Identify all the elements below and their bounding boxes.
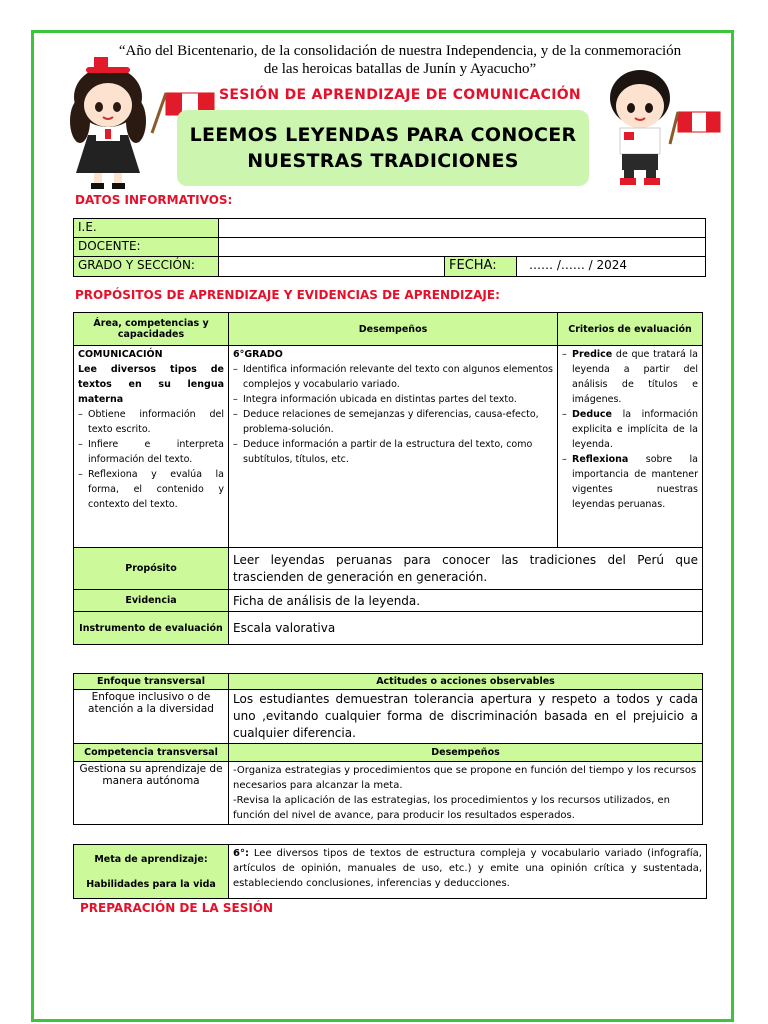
ie-label: I.E. bbox=[74, 219, 219, 238]
proposito-label: Propósito bbox=[74, 548, 229, 590]
preparacion-label: PREPARACIÓN DE LA SESIÓN bbox=[80, 901, 274, 915]
grado-label: GRADO Y SECCIÓN: bbox=[74, 257, 219, 277]
criterio-text: la información explicita e implícita de la leyenda. bbox=[572, 409, 698, 450]
instrumento-label: Instrumento de evaluación bbox=[74, 612, 229, 645]
proposito-value: Leer leyendas peruanas para conocer las tradiciones del Perú que trascienden de generación en generación. bbox=[229, 548, 703, 590]
meta-grado: 6°: bbox=[233, 848, 249, 859]
fecha-label: FECHA: bbox=[445, 257, 517, 277]
criterio-item bbox=[562, 452, 698, 512]
boy-with-flag-illustration bbox=[596, 62, 726, 187]
instrumento-value: Escala valorativa bbox=[229, 612, 703, 645]
criterio-item bbox=[562, 407, 698, 452]
propositos-table bbox=[73, 312, 703, 645]
capacidad-item: – Reflexiona y evalúa la forma, el contenido y contexto del texto. bbox=[78, 467, 224, 512]
year-motto bbox=[80, 42, 720, 78]
propositos-label: PROPÓSITOS DE APRENDIZAJE Y EVIDENCIAS DE APRENDIZAJE: bbox=[75, 288, 500, 302]
habilidades-label: Habilidades para la vida bbox=[86, 878, 216, 890]
capacidad-item: – Obtiene información del texto escrito. bbox=[78, 407, 224, 437]
docente-label: DOCENTE: bbox=[74, 238, 219, 257]
motto-line-2: de las heroicas batallas de Junín y Ayacucho” bbox=[263, 61, 537, 77]
criterio-bold: Predice bbox=[572, 349, 613, 360]
desempenos-transversal-header: Desempeños bbox=[229, 744, 703, 762]
meta-text: Lee diversos tipos de textos de estructura compleja y vocabulario variado (infografía, artículos de opinión, manuales de uso, etc.) y emite una opinión crítica y sustentada, estableciendo conclusiones, inferencias y deducciones. bbox=[233, 848, 702, 889]
datos-table bbox=[73, 218, 706, 277]
fecha-value: …… /…… / 2024 bbox=[517, 257, 706, 277]
capacidad-item: – Infiere e interpreta información del texto. bbox=[78, 437, 224, 467]
grado-value bbox=[219, 257, 445, 277]
criterios-list bbox=[562, 347, 698, 512]
ie-value bbox=[219, 219, 706, 238]
desempeno-item: – Identifica información relevante del texto con algunos elementos complejos y vocabulario variado. bbox=[233, 362, 553, 392]
meta-value bbox=[229, 845, 707, 899]
criterio-text: sobre la importancia de mantener vigentes nuestras leyendas peruanas. bbox=[572, 454, 698, 510]
meta-label: Meta de aprendizaje: bbox=[94, 853, 208, 865]
desempeno-transversal-line: -Revisa la aplicación de las estrategias, los procedimientos y los recursos utilizados, en función del nivel de avance, para producir los resultados esperados. bbox=[233, 795, 670, 821]
desempeno-item: – Integra información ubicada en distintas partes del texto. bbox=[233, 392, 553, 407]
enfoque-header: Enfoque transversal bbox=[74, 674, 229, 690]
enfoque-table bbox=[73, 673, 703, 825]
title-line-1: LEEMOS LEYENDAS PARA CONOCER bbox=[189, 124, 577, 146]
desempenos-list bbox=[233, 362, 553, 467]
competencia-name: Lee diversos tipos de textos en su lengua materna bbox=[78, 364, 224, 405]
grado-heading: 6°GRADO bbox=[233, 349, 283, 360]
col-criterios-header: Criterios de evaluación bbox=[558, 313, 703, 346]
area-name: COMUNICACIÓN bbox=[78, 349, 163, 360]
meta-table bbox=[73, 844, 707, 899]
area-cell bbox=[74, 346, 229, 548]
datos-informativos-label: DATOS INFORMATIVOS: bbox=[75, 193, 233, 207]
capacidades-list bbox=[78, 407, 224, 512]
meta-labels-cell bbox=[74, 845, 229, 899]
evidencia-label: Evidencia bbox=[74, 590, 229, 612]
session-title-box bbox=[177, 110, 589, 186]
criterios-cell bbox=[558, 346, 703, 548]
competencia-transversal-header: Competencia transversal bbox=[74, 744, 229, 762]
actitud-value: Los estudiantes demuestran tolerancia apertura y respeto a todos y cada uno ,evitando cualquier forma de discriminación basada en el prejuicio a cualquier diferencia. bbox=[229, 690, 703, 744]
evidencia-value: Ficha de análisis de la leyenda. bbox=[229, 590, 703, 612]
criterio-bold: Deduce bbox=[572, 409, 612, 420]
col-area-header: Área, competencias y capacidades bbox=[74, 313, 229, 346]
desempeno-item: – Deduce información a partir de la estructura del texto, como subtítulos, títulos, etc. bbox=[233, 437, 553, 467]
docente-value bbox=[219, 238, 706, 257]
motto-line-1: “Año del Bicentenario, de la consolidación de nuestra Independencia, y de la conmemoración bbox=[118, 43, 682, 59]
desempeno-transversal-line: -Organiza estrategias y procedimientos que se propone en función del tiempo y los recursos necesarios para alcanzar la meta. bbox=[233, 765, 697, 791]
actitudes-header: Actitudes o acciones observables bbox=[229, 674, 703, 690]
desempeno-item: – Deduce relaciones de semejanzas y diferencias, causa-efecto, problema-solución. bbox=[233, 407, 553, 437]
competencia-transversal-value: Gestiona su aprendizaje de manera autónoma bbox=[74, 762, 229, 825]
title-line-2: NUESTRAS TRADICIONES bbox=[247, 150, 519, 172]
criterio-item bbox=[562, 347, 698, 407]
enfoque-value: Enfoque inclusivo o de atención a la diversidad bbox=[74, 690, 229, 744]
desempenos-transversal-cell bbox=[229, 762, 703, 825]
criterio-text: de que tratará la leyenda a partir del análisis de títulos e imágenes. bbox=[572, 349, 698, 405]
desempenos-cell bbox=[229, 346, 558, 548]
col-desempenos-header: Desempeños bbox=[229, 313, 558, 346]
session-type: SESIÓN DE APRENDIZAJE DE COMUNICACIÓN bbox=[219, 87, 581, 103]
criterio-bold: Reflexiona bbox=[572, 454, 629, 465]
